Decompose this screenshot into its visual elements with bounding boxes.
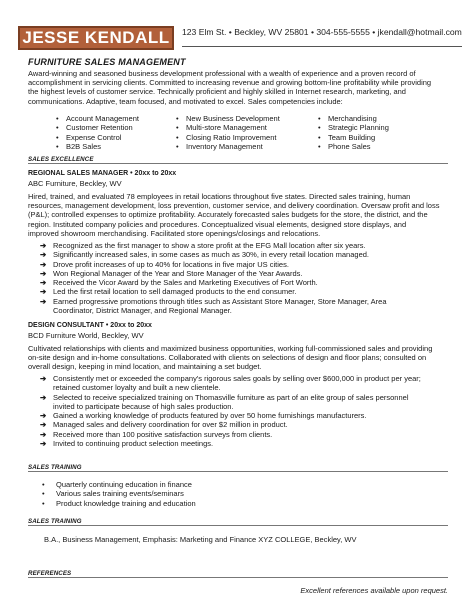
bullet-icon: • [318,141,321,151]
training-item: • Quarterly continuing education in finance [42,480,192,489]
job2-achievements [40,374,450,448]
job1-achievements [40,241,450,315]
training-item: • Various sales training events/seminars [42,489,184,499]
achievement-item: ➔ Won Regional Manager of the Year and Store Manager of the Year Awards. [40,268,303,278]
arrow-right-icon: ➔ [40,287,47,297]
competency-column-1 [56,114,139,151]
job1-company: ABC Furniture, Beckley, WV [28,179,122,188]
section-title-training: SALES TRAINING [28,464,82,471]
arrow-right-icon: ➔ [40,439,47,449]
arrow-right-icon: ➔ [40,411,47,421]
achievement-item: ➔ Consistently met or exceeded the company's rigorous sales goals by selling over $600,000 in product per year; retained customer loyalty and built a new clientele. [40,374,421,393]
competency-item: • Account Management [56,114,139,123]
bullet-icon: • [176,141,179,151]
achievement-item: ➔ Led the first retail location to sell damaged products to the end consumer. [40,287,297,297]
bullet-icon: • [42,480,45,489]
summary-line: accomplishment in servicing clients. Committed to increasing revenue and growing bottom-line profitability while providing [28,78,432,88]
desc-line: resources, management development, loss prevention, customer service, and delivery coordination. Oversaw profit and loss [28,201,440,211]
arrow-right-icon: ➔ [40,374,47,383]
section-title-references: REFERENCES [28,570,72,577]
bullet-icon: • [56,114,59,123]
resume-header [18,26,460,50]
achievement-item: ➔ Earned progressive promotions through titles such as Assistant Store Manager, Store Manager, Area Coordinator, District Manager, and Regional Manager. [40,296,387,316]
achievement-item: ➔ Received more than 100 positive satisfaction surveys from clients. [40,429,273,439]
summary-title: FURNITURE SALES MANAGEMENT [28,57,186,67]
desc-line: region. Instituted company policies and procedures. Conceptualized visual elements, designed store displays, and [28,219,407,229]
achievement-item: ➔ Received the Vicor Award by the Sales and Marketing Executives of Fort Worth. [40,278,318,288]
contact-info: 123 Elm St. • Beckley, WV 25801 • 304-555-5555 • jkendall@hotmail.com [182,27,462,37]
competency-item: • Inventory Management [176,141,263,151]
arrow-right-icon: ➔ [40,268,47,278]
training-list [42,480,196,508]
desc-line: overall design, keeping in mind location, and maintaining a set budget. [28,362,262,372]
competency-item: • New Business Development [176,114,280,123]
candidate-name: JESSE KENDALL [22,28,170,47]
bullet-icon: • [318,132,321,142]
section-divider [28,471,448,472]
training-item: • Product knowledge training and education [42,498,196,508]
summary-line: Award-winning and seasoned business development professional with a wealth of experience and a proven record of [28,69,416,78]
arrow-right-icon: ➔ [40,259,47,269]
arrow-right-icon: ➔ [40,296,47,306]
arrow-right-icon: ➔ [40,429,47,439]
competency-column-2 [176,114,280,151]
bullet-icon: • [42,498,45,508]
competency-item: • Expense Control [56,132,122,142]
arrow-right-icon: ➔ [40,278,47,288]
bullet-icon: • [176,114,179,123]
competency-item: • Customer Retention [56,123,133,133]
achievement-item: ➔ Selected to receive specialized training on Thomasville furniture as part of an elite group of sales personnel invited to participate because of high sales production. [40,392,409,411]
desc-line: improved showroom merchandising. Facilitated store openings/closings and relocations. [28,228,321,238]
arrow-right-icon: ➔ [40,392,47,402]
bullet-icon: • [176,123,179,133]
section-title-training-2: SALES TRAINING [28,518,82,525]
summary-line: communications. Adaptive, team focused, and motivated to excel. Sales competencies include: [28,96,343,106]
summary-line: the highest levels of customer service. Technically proficient and highly skilled in Internet research, marketing, and [28,87,406,97]
summary-paragraph [28,69,448,106]
competency-item: • Team Building [318,132,376,142]
arrow-right-icon: ➔ [40,250,47,260]
section-divider [28,577,448,578]
job1-title: REGIONAL SALES MANAGER • 20xx to 20xx [28,170,177,177]
job2-title: DESIGN CONSULTANT • 20xx to 20xx [28,322,152,329]
section-divider [28,525,448,526]
desc-line: (P&L); controlled expenses to optimize profitability. Accurately forecasted sales budgets for the store, the district, and the [28,210,428,220]
arrow-right-icon: ➔ [40,241,47,250]
achievement-item: ➔ Significantly increased sales, in some cases as much as 30%, in every retail location managed. [40,250,369,260]
bullet-icon: • [56,141,59,151]
bullet-icon: • [318,114,321,123]
achievement-item: ➔ Recognized as the first manager to show a store profit at the EFG Mall location after six years. [40,241,366,250]
desc-line: Hired, trained, and evaluated 78 employees in retail locations throughout five states. Directed sales training, human [28,192,411,201]
job2-description [28,344,448,372]
job1-description [28,192,448,238]
section-divider [28,163,448,164]
arrow-right-icon: ➔ [40,420,47,430]
competency-column-3 [318,114,389,151]
competency-item: • Merchandising [318,114,377,123]
references-note: Excellent references available upon request. [300,586,448,595]
education-entry: B.A., Business Management, Emphasis: Marketing and Finance XYZ COLLEGE, Beckley, WV [44,535,357,544]
bullet-icon: • [176,132,179,142]
achievement-item: ➔ Invited to continuing product selection meetings. [40,439,214,449]
competency-item: • Multi-store Management [176,123,267,133]
section-title-excellence: SALES EXCELLENCE [28,156,94,163]
bullet-icon: • [318,123,321,133]
achievement-item: ➔ Managed sales and delivery coordination for over $2 million in product. [40,420,288,430]
job2-company: BCD Furniture World, Beckley, WV [28,331,144,340]
bullet-icon: • [42,489,45,499]
desc-line: Cultivated relationships with clients and maximized business opportunities, working full-commissioned sales and providing [28,344,433,353]
competency-item: • B2B Sales [56,141,102,151]
desc-line: on-site design and in-home consultations. Collaborated with clients on selections of design and floor plans; consulted on [28,353,427,363]
competency-item: • Strategic Planning [318,123,389,133]
competency-item: • Phone Sales [318,141,371,151]
bullet-icon: • [56,132,59,142]
competency-item: • Closing Ratio Improvement [176,132,277,142]
header-rule [182,46,462,47]
achievement-item: ➔ Gained a working knowledge of products featured by over 50 home furnishings manufacturers. [40,411,367,421]
bullet-icon: • [56,123,59,133]
achievement-item: ➔ Drove profit increases of up to 40% for locations in five major US cities. [40,259,289,269]
